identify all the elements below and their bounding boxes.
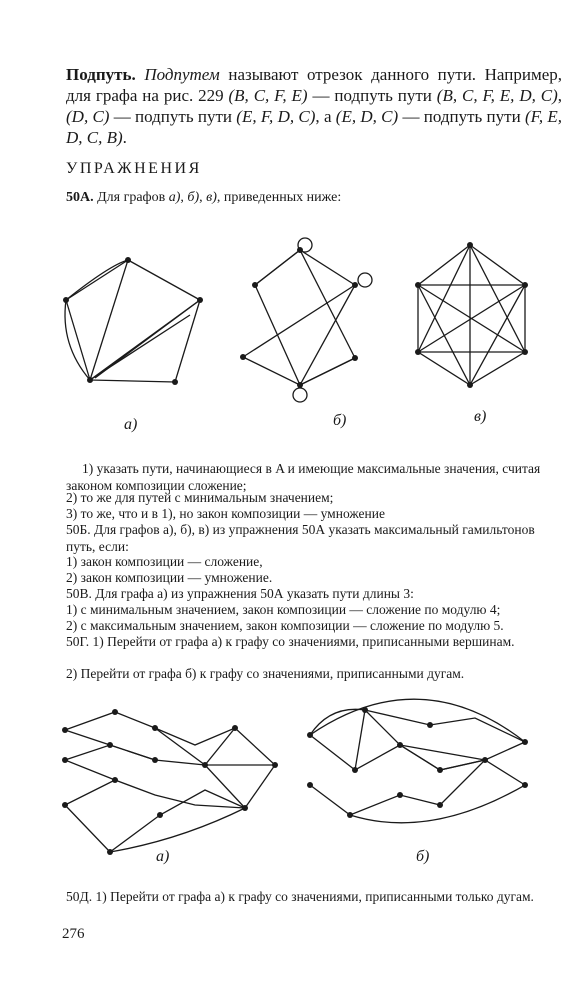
text-line-3: 3) то же, что и в 1), но закон композиции — умножение <box>66 506 385 521</box>
intro-text-4: — подпуть пути <box>109 107 237 126</box>
caption-b: б) <box>333 412 347 429</box>
intro-text-7: . <box>122 128 127 147</box>
bottom-graphs-figure <box>0 685 578 880</box>
intro-text-5: , а <box>315 107 336 126</box>
caption-a: а) <box>124 416 138 433</box>
text-line-9: 2) с максимальным значением, закон композиции — сложение по модулю 5. <box>66 618 504 633</box>
intro-paragraph <box>66 64 562 148</box>
exercise-50a-tail: , приведенных ниже: <box>216 190 342 205</box>
graph-bottom-a <box>65 712 275 852</box>
caption-c: в) <box>474 408 487 425</box>
term-bold: Подпуть. <box>66 65 136 84</box>
intro-text-6: — подпуть пути <box>398 107 525 126</box>
text-line-5: 1) закон композиции — сложение, <box>66 554 263 569</box>
text-line-4: 50Б. Для графов а), б), в) из упражнения 50А указать максимальный гамильтонов путь, если: <box>66 522 535 554</box>
text-line-2: 2) то же для путей с минимальным значением; <box>66 490 334 505</box>
intro-seq-2: (B, C, F, E, D, C) <box>436 86 558 105</box>
intro-seq-3: (D, C) <box>66 107 110 126</box>
exercise-50a-ref-b: б) <box>187 190 200 205</box>
intro-seq-5: (E, D, C) <box>335 107 399 126</box>
exercise-50a-ref-c: в) <box>206 190 217 205</box>
graph-bottom-b <box>310 699 525 823</box>
page-number: 276 <box>62 926 85 942</box>
exercise-50d: 50Д. 1) Перейти от графа а) к графу со значениями, приписанными только дугам. <box>66 889 534 904</box>
text-line-7: 50В. Для графа а) из упражнения 50А указать пути длины 3: <box>66 586 414 601</box>
bottom-caption-a: а) <box>156 848 170 865</box>
exercise-50a-heading: 50А. Для графов а), б), в), приведенных ниже: <box>66 190 342 205</box>
bottom-caption-b: б) <box>416 848 430 865</box>
text-line-8: 1) с минимальным значением, закон композиции — сложение по модулю 4; <box>66 602 501 617</box>
text-line-11: 2) Перейти от графа б) к графу со значениями, приписанными дугам. <box>66 666 465 681</box>
exercise-50a-ref-a: а) <box>168 190 181 205</box>
text-line-10: 50Г. 1) Перейти от графа а) к графу со значениями, приписанными вершинам. <box>66 634 515 649</box>
intro-seq-1: (B, C, F, E) <box>228 86 308 105</box>
exercise-50a-text: Для графов <box>93 190 169 205</box>
text-line-6: 2) закон композиции — умножение. <box>66 570 273 585</box>
intro-text-2: — подпуть пути <box>307 86 437 105</box>
top-graphs-figure <box>0 225 578 440</box>
term-italic: Подпутем <box>144 65 220 84</box>
graph-b <box>243 238 372 402</box>
graph-a <box>65 260 200 382</box>
intro-text-3: , <box>557 86 562 105</box>
section-title: УПРАЖНЕНИЯ <box>66 160 202 177</box>
intro-text-1: называют отрезок данного пути. Например, для графа на рис. 229 <box>66 65 562 105</box>
intro-seq-6: (F, E, D, C, B) <box>66 107 562 147</box>
text-line-1: 1) указать пути, начинающиеся в A и имеющие максимальные значения, считая законом композиции сложение; <box>66 461 541 493</box>
graph-c <box>418 245 525 385</box>
exercise-50a-number: 50А. <box>66 190 94 205</box>
intro-seq-4: (E, F, D, C) <box>236 107 316 126</box>
